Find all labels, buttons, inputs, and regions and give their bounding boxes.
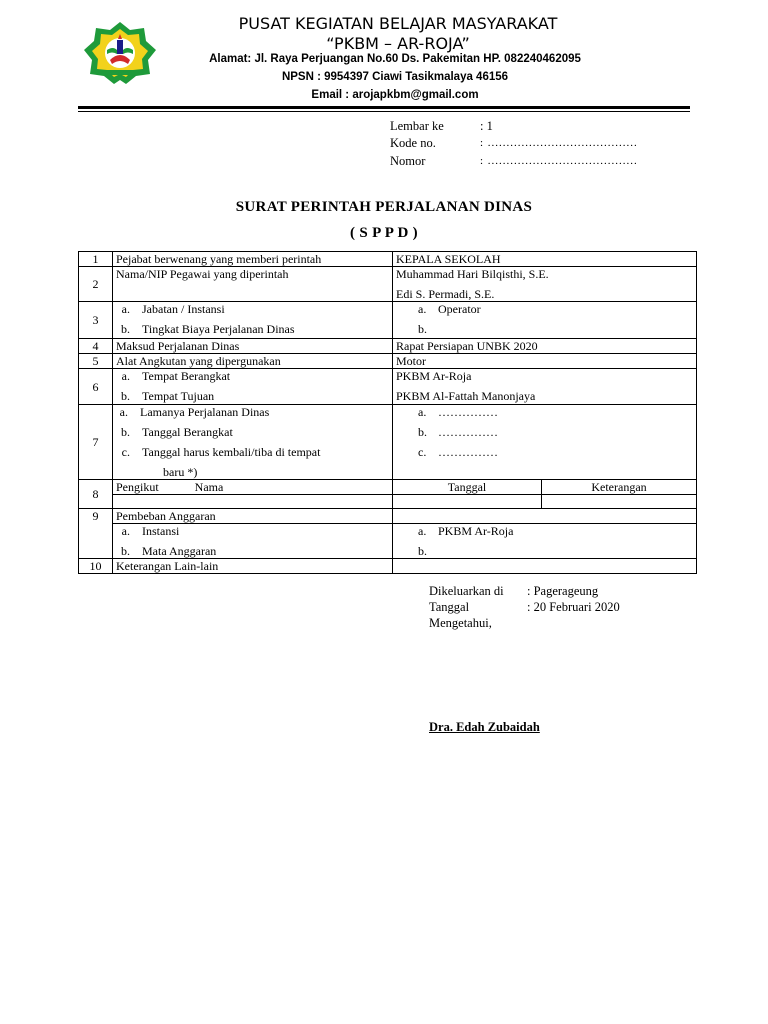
table-row <box>79 524 697 559</box>
follower-label: Pengikut <box>116 480 159 494</box>
sub-letter: c. <box>121 445 130 459</box>
row-value <box>393 267 697 302</box>
sub-letter: c. <box>418 445 427 459</box>
sub-letter: a. <box>418 302 427 316</box>
sub-label: Tempat Berangkat <box>142 369 231 383</box>
header-divider-thick <box>78 106 690 109</box>
position-value: Operator <box>438 302 481 316</box>
employee-name-2: Edi S. Permadi, S.E. <box>396 287 495 301</box>
row-number: 7 <box>79 405 113 480</box>
row-value <box>393 524 697 559</box>
sub-letter: a. <box>418 405 427 419</box>
institution-value: PKBM Ar-Roja <box>438 524 514 538</box>
row-number: 1 <box>79 252 113 267</box>
sub-letter: b. <box>121 389 130 403</box>
sub-letter: b. <box>121 322 130 336</box>
row-number: 10 <box>79 559 113 574</box>
org-short-name: “PKBM – AR-ROJA” <box>326 34 470 53</box>
table-row <box>79 302 697 339</box>
info-label-code: Kode no. <box>390 136 436 150</box>
org-email: Email : arojapkbm@gmail.com <box>311 89 479 101</box>
column-name-header: Nama <box>194 480 224 494</box>
row-label <box>113 405 393 480</box>
table-row <box>79 267 697 302</box>
document-subtitle: ( S P P D ) <box>350 225 418 241</box>
row-label <box>113 480 393 495</box>
table-row <box>79 559 697 574</box>
issued-at-value: : Pagerageung <box>527 584 599 598</box>
sub-label: Lamanya Perjalanan Dinas <box>140 405 270 419</box>
departure-date-value: …………… <box>438 425 498 439</box>
row-value <box>393 302 697 339</box>
row-value: Motor <box>393 354 697 369</box>
info-value-number: : ........................................ <box>480 155 638 167</box>
return-date-value: …………… <box>438 445 498 459</box>
sub-label: Instansi <box>142 524 180 538</box>
sub-letter: a. <box>418 524 427 538</box>
sub-letter: a. <box>121 369 130 383</box>
row-value <box>393 405 697 480</box>
row-label: Alat Angkutan yang dipergunakan <box>113 354 393 369</box>
logo-outer-shape <box>84 22 156 84</box>
info-value-code: : ........................................ <box>480 137 638 149</box>
row-number: 9 <box>79 509 113 559</box>
column-date-header: Tanggal <box>393 480 542 495</box>
school-logo <box>82 20 158 86</box>
duration-value: …………… <box>438 405 498 419</box>
sub-label: Tempat Tujuan <box>142 389 215 403</box>
sub-letter: a. <box>121 302 130 316</box>
table-row <box>79 509 697 524</box>
row-label <box>113 302 393 339</box>
sub-letter: a. <box>121 524 130 538</box>
row-label: Nama/NIP Pegawai yang diperintah <box>113 267 393 302</box>
sppd-table <box>78 251 697 574</box>
date-label: Tanggal <box>429 600 470 614</box>
sub-letter: b. <box>121 544 130 558</box>
employee-name-1: Muhammad Hari Bilqisthi, S.E. <box>396 267 549 281</box>
info-value-sheet: : 1 <box>480 119 493 133</box>
sub-letter: b. <box>121 425 130 439</box>
sub-letter: b. <box>418 544 427 558</box>
row-label: Pembeban Anggaran <box>113 509 393 524</box>
empty-cell <box>393 509 697 524</box>
column-note-header: Keterangan <box>542 480 697 495</box>
empty-cell <box>542 495 697 509</box>
row-label: Maksud Perjalanan Dinas <box>113 339 393 354</box>
row-number: 3 <box>79 302 113 339</box>
row-label <box>113 369 393 405</box>
issued-at-label: Dikeluarkan di <box>429 584 504 598</box>
empty-cell <box>113 495 393 509</box>
org-name: PUSAT KEGIATAN BELAJAR MASYARAKAT <box>238 14 558 33</box>
sub-label: Jabatan / Instansi <box>142 302 225 316</box>
row-number: 8 <box>79 480 113 509</box>
row-number: 4 <box>79 339 113 354</box>
document-title: SURAT PERINTAH PERJALANAN DINAS <box>235 199 533 215</box>
sub-letter: b. <box>418 322 427 336</box>
sub-label: Mata Anggaran <box>142 544 217 558</box>
row-number: 2 <box>79 267 113 302</box>
table-row <box>79 354 697 369</box>
empty-cell <box>393 559 697 574</box>
departure-place: PKBM Ar-Roja <box>396 369 472 383</box>
sub-label: Tingkat Biaya Perjalanan Dinas <box>142 322 295 336</box>
date-value: : 20 Februari 2020 <box>527 600 620 614</box>
row-value: KEPALA SEKOLAH <box>393 252 697 267</box>
sub-letter: b. <box>418 425 427 439</box>
row-label: Keterangan Lain-lain <box>113 559 393 574</box>
sub-label: Tanggal Berangkat <box>142 425 233 439</box>
acknowledged-label: Mengetahui, <box>429 616 492 630</box>
row-label <box>113 524 393 559</box>
table-row <box>79 405 697 480</box>
sub-letter: a. <box>119 405 128 419</box>
info-label-number: Nomor <box>390 154 426 168</box>
org-address: Alamat: Jl. Raya Perjuangan No.60 Ds. Pakemitan HP. 082240462095 <box>209 53 581 65</box>
table-row <box>79 252 697 267</box>
row-value <box>393 369 697 405</box>
info-label-sheet: Lembar ke <box>390 119 444 133</box>
table-row <box>79 369 697 405</box>
table-row <box>79 495 697 509</box>
empty-cell <box>393 495 542 509</box>
sub-label: Tanggal harus kembali/tiba di tempat <box>142 445 321 459</box>
row-label: Pejabat berwenang yang memberi perintah <box>113 252 393 267</box>
row-number: 5 <box>79 354 113 369</box>
org-npsn: NPSN : 9954397 Ciawi Tasikmalaya 46156 <box>281 71 509 83</box>
sub-label-cont: baru *) <box>163 465 198 479</box>
header-divider-thin <box>78 111 690 112</box>
destination-place: PKBM Al-Fattah Manonjaya <box>396 389 536 403</box>
row-number: 6 <box>79 369 113 405</box>
table-row <box>79 339 697 354</box>
table-row <box>79 480 697 495</box>
signer-name: Dra. Edah Zubaidah <box>429 720 540 734</box>
row-value: Rapat Persiapan UNBK 2020 <box>393 339 697 354</box>
